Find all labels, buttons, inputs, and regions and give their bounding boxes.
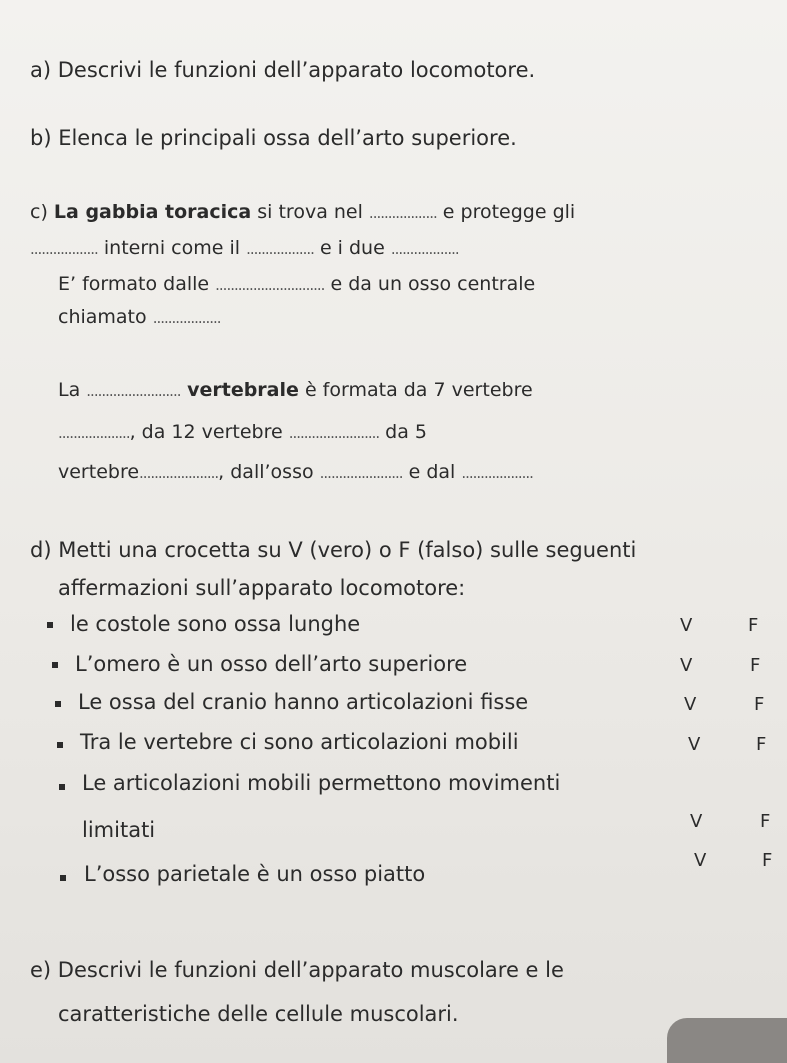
question-b: b) Elenca le principali ossa dell’arto superiore.	[30, 126, 517, 150]
q-c-text: interni come il	[97, 237, 247, 259]
question-a: a) Descrivi le funzioni dell’apparato locomotore.	[30, 58, 536, 82]
bullet-icon	[52, 662, 58, 668]
question-c-line6	[58, 420, 427, 445]
q-c-bold-term: La gabbia toracica	[53, 201, 252, 223]
fill-blank[interactable]: .....................	[139, 464, 219, 482]
fill-blank[interactable]: .............................	[215, 276, 325, 294]
question-c-line7	[58, 460, 533, 485]
bullet-icon	[59, 784, 65, 790]
fill-blank[interactable]: ........................	[288, 424, 380, 442]
true-option[interactable]: V	[684, 694, 697, 715]
false-option[interactable]: F	[748, 615, 759, 636]
false-option[interactable]: F	[762, 850, 773, 871]
q-c-bold-term: vertebrale	[180, 379, 299, 401]
fill-blank[interactable]: ..................	[368, 204, 437, 222]
true-option[interactable]: V	[680, 655, 693, 676]
true-option[interactable]: V	[694, 850, 707, 871]
statement-text-cont: limitati	[82, 818, 156, 842]
statement-text: Tra le vertebre ci sono articolazioni mobili	[80, 730, 519, 754]
true-option[interactable]: V	[690, 811, 703, 832]
statement-text: Le articolazioni mobili permettono movimenti	[82, 771, 561, 795]
fill-blank[interactable]: ..................	[152, 309, 221, 327]
question-c-line2	[30, 236, 459, 261]
q-c-text: vertebre	[58, 461, 140, 483]
q-c-text: e protegge gli	[436, 201, 576, 223]
q-c-text: chiamato	[58, 306, 153, 328]
false-option[interactable]: F	[760, 811, 771, 832]
q-c-text: La	[58, 379, 87, 401]
shadow-corner	[667, 1018, 787, 1063]
bullet-icon	[60, 875, 66, 881]
q-c-text: e dal	[402, 461, 462, 483]
statement-text: L’osso parietale è un osso piatto	[84, 862, 426, 886]
fill-blank[interactable]: .........................	[86, 382, 181, 400]
question-e-line2: caratteristiche delle cellule muscolari.	[58, 1002, 459, 1026]
bullet-icon	[55, 701, 61, 707]
q-c-text: E’ formato dalle	[58, 273, 216, 295]
true-option[interactable]: V	[680, 615, 693, 636]
question-c-line1	[30, 200, 575, 225]
false-option[interactable]: F	[750, 655, 761, 676]
false-option[interactable]: F	[756, 734, 767, 755]
question-c-line5	[58, 378, 533, 403]
q-c-text: e da un osso centrale	[324, 273, 536, 295]
question-c-line3	[58, 272, 535, 297]
bullet-icon	[57, 742, 63, 748]
false-option[interactable]: F	[754, 694, 765, 715]
q-c-text: si trova nel	[251, 201, 369, 223]
q-c-text: , dall’osso	[218, 461, 320, 483]
bullet-icon	[47, 622, 53, 628]
q-c-text: , da 12 vertebre	[129, 421, 289, 443]
fill-blank[interactable]: ..................	[246, 240, 314, 258]
fill-blank[interactable]: ..................	[30, 240, 98, 258]
true-option[interactable]: V	[688, 734, 701, 755]
q-c-text: e i due	[313, 237, 391, 259]
fill-blank[interactable]: ...................	[58, 424, 130, 442]
question-e-line1: e) Descrivi le funzioni dell’apparato muscolare e le	[30, 958, 564, 982]
statement-text: L’omero è un osso dell’arto superiore	[75, 652, 468, 676]
fill-blank[interactable]: ......................	[319, 464, 403, 482]
fill-blank[interactable]: ...................	[461, 464, 533, 482]
q-c-prefix: c)	[30, 201, 54, 223]
statement-text: Le ossa del cranio hanno articolazioni fisse	[78, 690, 529, 714]
q-c-text: è formata da 7 vertebre	[298, 379, 533, 401]
question-d-title: d) Metti una crocetta su V (vero) o F (falso) sulle seguenti	[30, 538, 637, 562]
q-c-text: da 5	[379, 421, 428, 443]
question-c-line4	[58, 305, 221, 330]
statement-text: le costole sono ossa lunghe	[70, 612, 361, 636]
fill-blank[interactable]: ..................	[390, 240, 459, 258]
question-d-subtitle: affermazioni sull’apparato locomotore:	[58, 576, 466, 600]
